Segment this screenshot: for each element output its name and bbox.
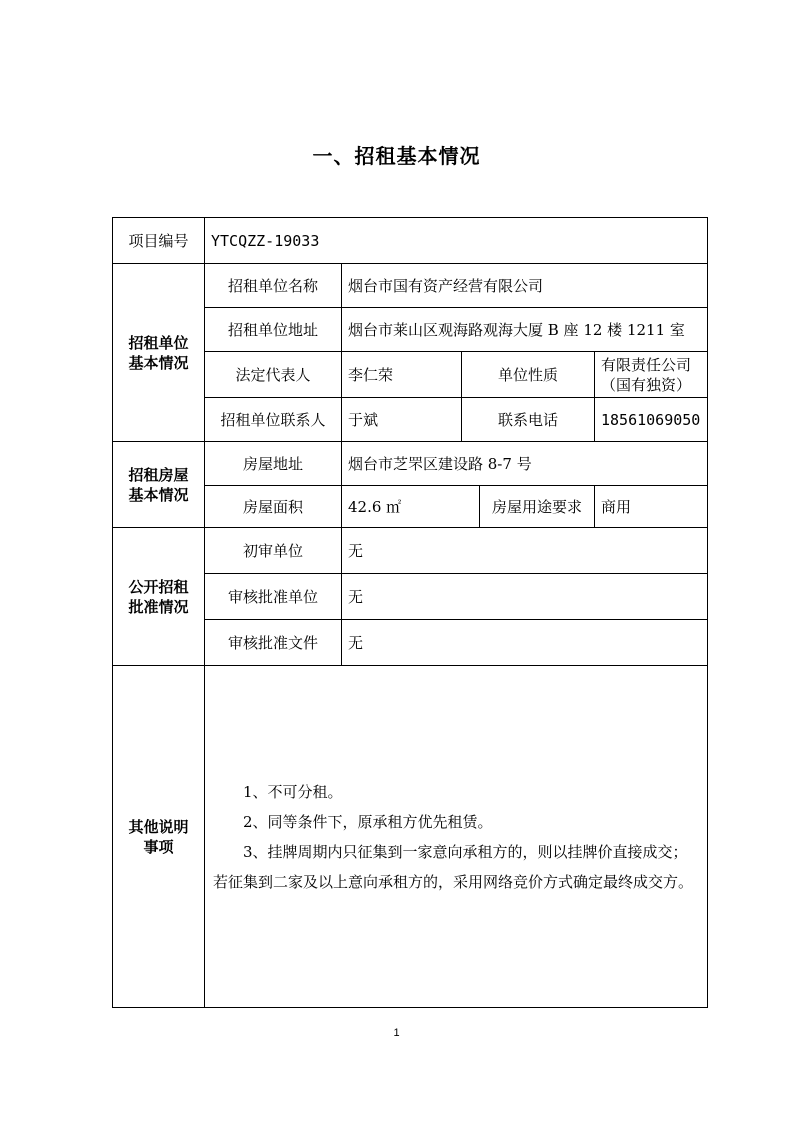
page-title: 一、招租基本情况: [312, 144, 481, 168]
approval-unit-label: 审核批准单位: [205, 574, 342, 620]
phone-value: 18561069050: [595, 398, 708, 442]
unit-address-value: 烟台市莱山区观海路观海大厦 B 座 12 楼 1211 室: [342, 308, 708, 352]
unit-address-label: 招租单位地址: [205, 308, 342, 352]
page-number: 1: [393, 1027, 400, 1039]
row-notes: [113, 666, 708, 1008]
approval-unit-value: 无: [342, 574, 708, 620]
house-section-label: 招租房屋基本情况: [113, 442, 205, 528]
initial-review-label: 初审单位: [205, 528, 342, 574]
contact-label: 招租单位联系人: [205, 398, 342, 442]
project-no-value: YTCQZZ-19033: [205, 218, 708, 264]
house-area-value: 42.6 ㎡: [342, 486, 480, 528]
phone-label: 联系电话: [462, 398, 595, 442]
notes-section-label: 其他说明事项: [113, 666, 205, 1008]
unit-nature-value: 有限责任公司（国有独资）: [595, 352, 708, 398]
note-item: 1、不可分租。: [243, 782, 343, 801]
notes-cell: [205, 666, 708, 1008]
approval-doc-label: 审核批准文件: [205, 620, 342, 666]
row-initial-review: [113, 528, 708, 574]
unit-section-label: 招租单位基本情况: [113, 264, 205, 442]
unit-name-value: 烟台市国有资产经营有限公司: [342, 264, 708, 308]
legal-rep-label: 法定代表人: [205, 352, 342, 398]
approval-doc-value: 无: [342, 620, 708, 666]
row-project-no: [113, 218, 708, 264]
house-area-label: 房屋面积: [205, 486, 342, 528]
approval-section-label: 公开招租批准情况: [113, 528, 205, 666]
note-item: 2、同等条件下，原承租方优先租赁。: [243, 812, 493, 831]
rental-info-table: [112, 217, 708, 1008]
contact-value: 于斌: [342, 398, 462, 442]
row-unit-name: [113, 264, 708, 308]
project-no-label: 项目编号: [113, 218, 205, 264]
house-use-label: 房屋用途要求: [480, 486, 595, 528]
legal-rep-value: 李仁荣: [342, 352, 462, 398]
house-address-value: 烟台市芝罘区建设路 8-7 号: [342, 442, 708, 486]
row-house-address: [113, 442, 708, 486]
unit-name-label: 招租单位名称: [205, 264, 342, 308]
unit-nature-label: 单位性质: [462, 352, 595, 398]
initial-review-value: 无: [342, 528, 708, 574]
house-use-value: 商用: [595, 486, 708, 528]
house-address-label: 房屋地址: [205, 442, 342, 486]
note-item: 3、挂牌周期内只征集到一家意向承租方的，则以挂牌价直接成交；若征集到二家及以上意向承租方的，采用网络竞价方式确定最终成交方。: [213, 842, 694, 891]
